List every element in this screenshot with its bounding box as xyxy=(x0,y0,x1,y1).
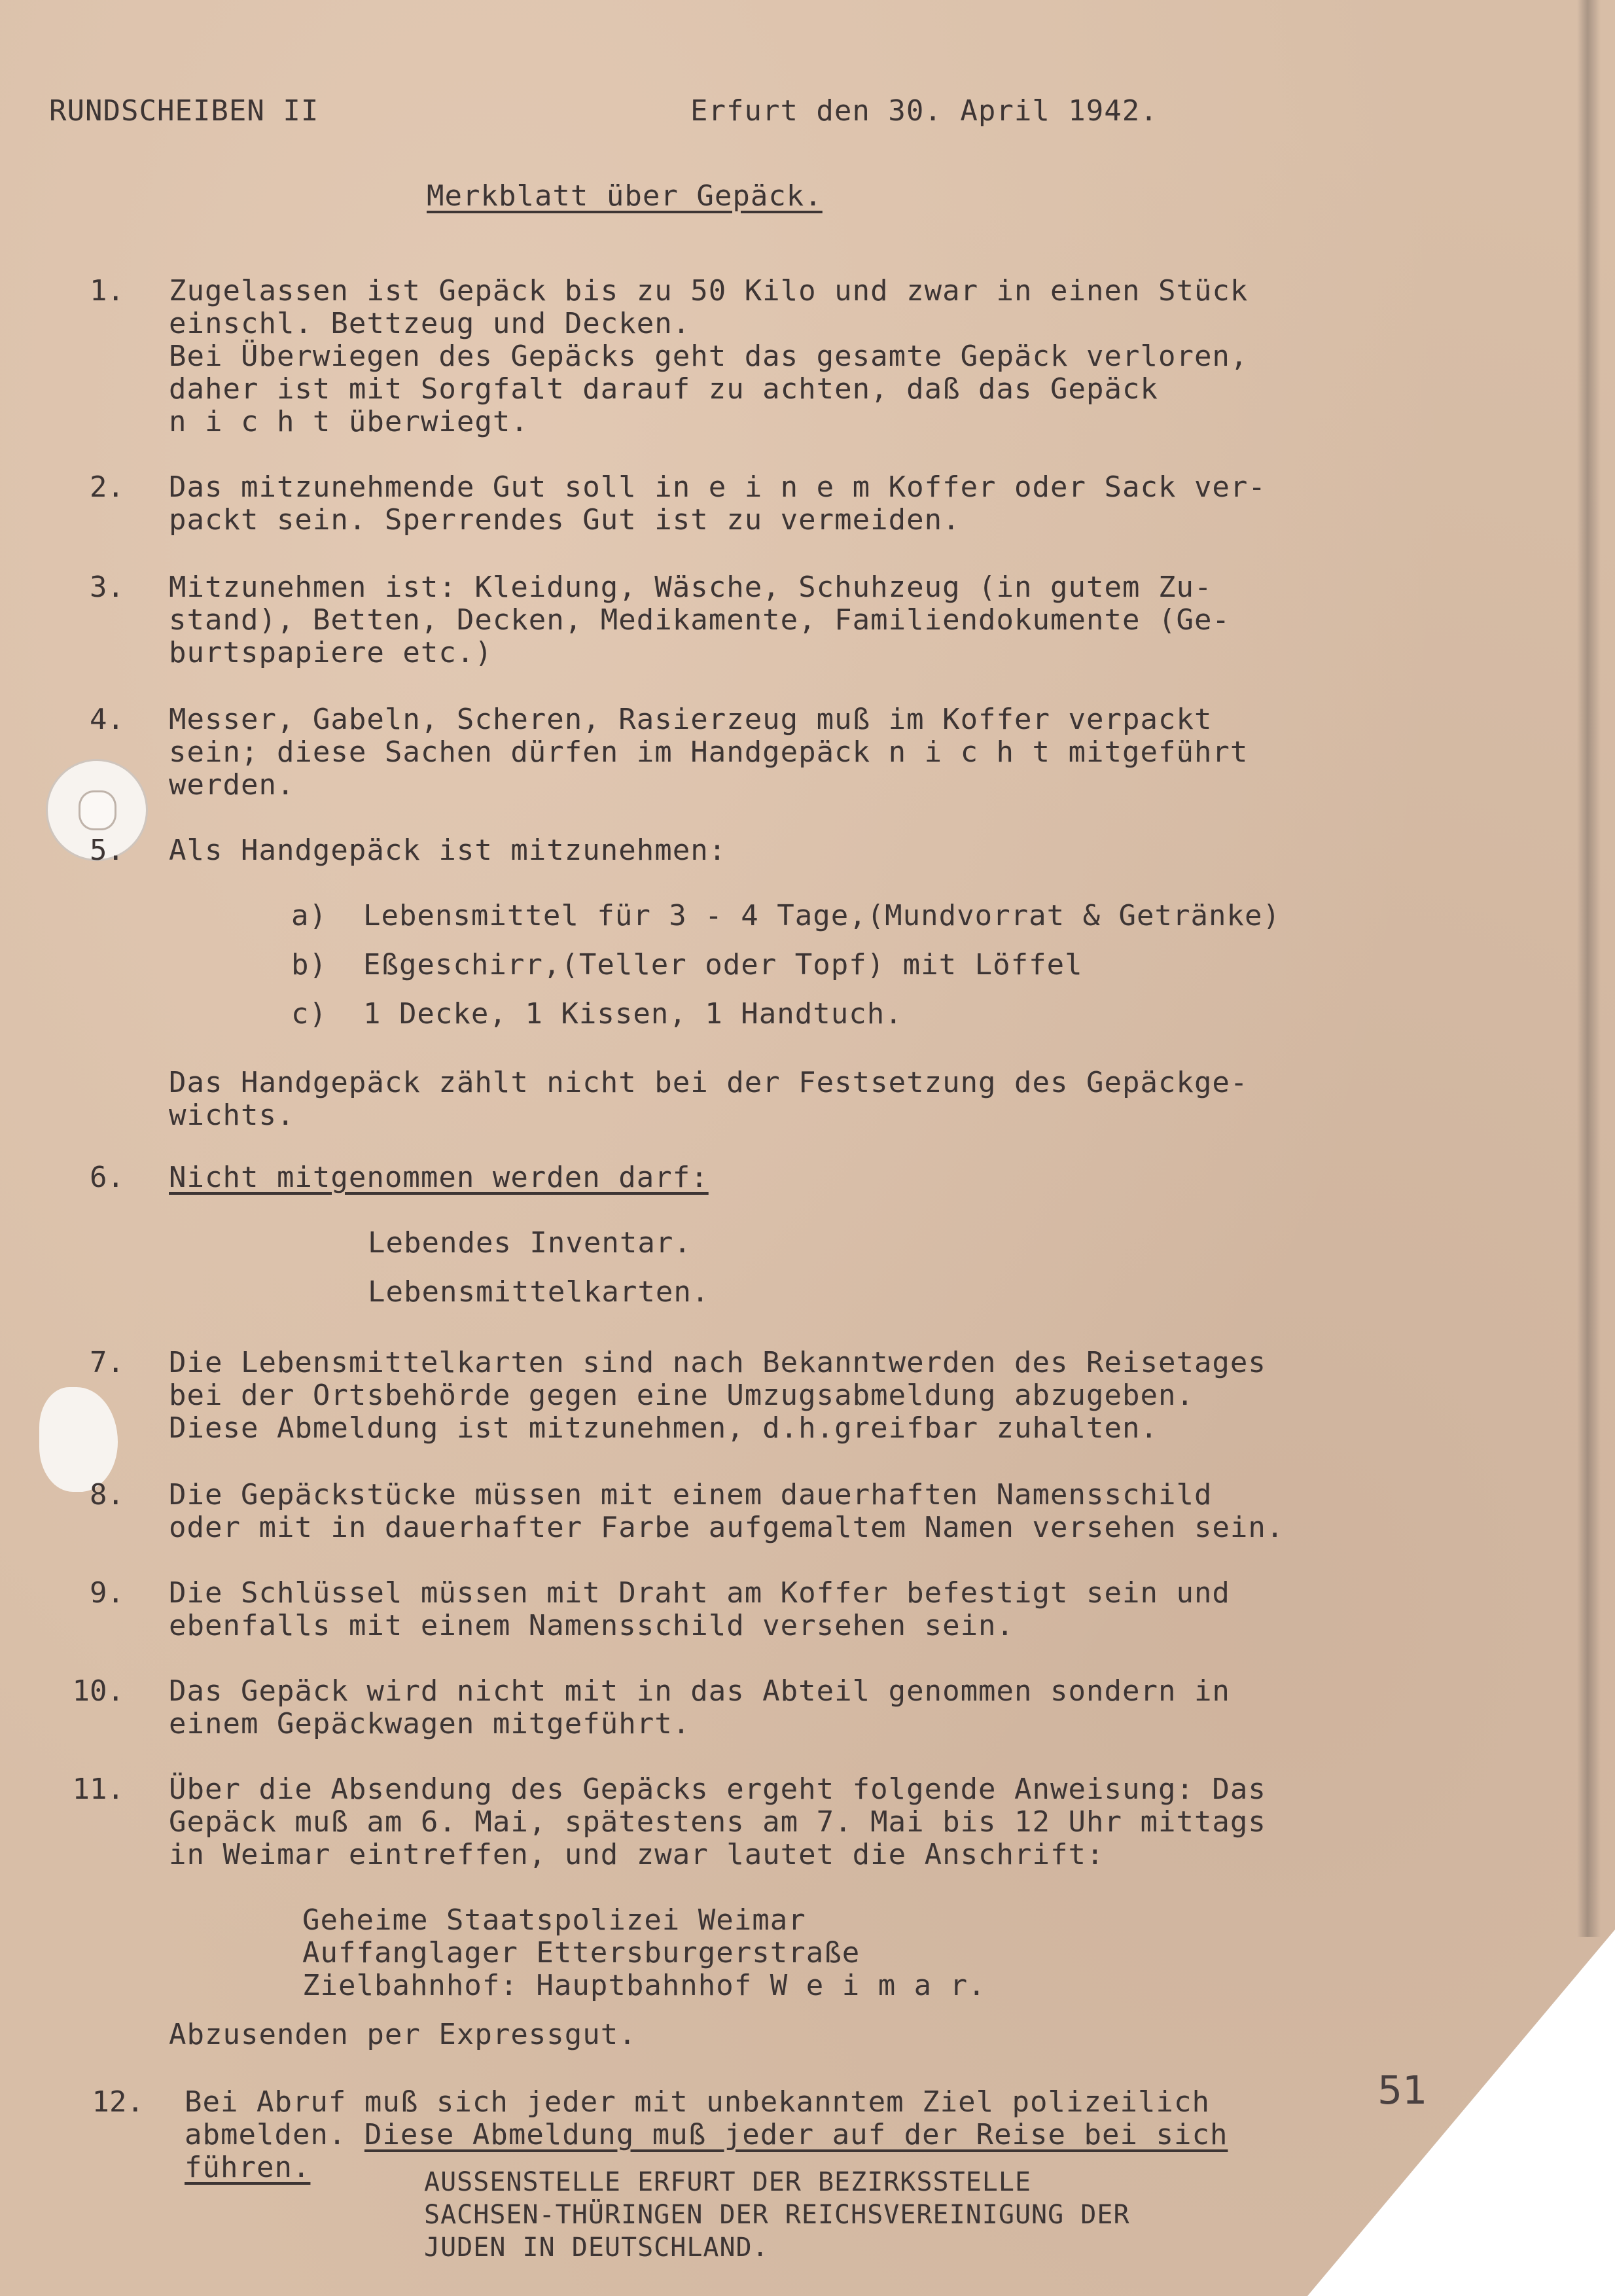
item-7-line: Die Lebensmittelkarten sind nach Bekanntwerden des Reisetages xyxy=(169,1346,1266,1379)
document-title: Merkblatt über Gepäck. xyxy=(427,179,823,213)
item-3-line: Mitzunehmen ist: Kleidung, Wäsche, Schuhzeug (in gutem Zu- xyxy=(169,571,1213,604)
issuer-stamp-line: AUSSENSTELLE ERFURT DER BEZIRKSSTELLE xyxy=(424,2167,1032,2197)
item-1-line: n i c h t überwiegt. xyxy=(169,405,529,438)
item-number: 11. xyxy=(72,1773,124,1806)
item-12-line: führen. xyxy=(185,2151,311,2184)
item-number: 3. xyxy=(90,571,124,604)
item-5-line: Als Handgepäck ist mitzunehmen: xyxy=(169,834,727,867)
item-10-line: einem Gepäckwagen mitgeführt. xyxy=(169,1707,691,1740)
address-line: Auffanglager Ettersburgerstraße xyxy=(302,1936,861,1969)
item-number: 10. xyxy=(72,1674,124,1708)
missing-corner xyxy=(1307,1930,1615,2296)
address-line: Geheime Staatspolizei Weimar xyxy=(302,1903,806,1937)
item-number: 2. xyxy=(90,470,124,504)
item-9-line: Die Schlüssel müssen mit Draht am Koffer befestigt sein und xyxy=(169,1576,1230,1610)
item-5-sub: b) Eßgeschirr,(Teller oder Topf) mit Löffel xyxy=(291,948,1083,981)
item-5-sub: c) 1 Decke, 1 Kissen, 1 Handtuch. xyxy=(291,997,903,1031)
item-2-line: Das mitzunehmende Gut soll in e i n e m Koffer oder Sack ver- xyxy=(169,470,1266,504)
issuer-stamp-line: JUDEN IN DEUTSCHLAND. xyxy=(424,2233,769,2263)
item-number: 5. xyxy=(90,834,124,867)
item-number: 9. xyxy=(90,1576,124,1610)
place-date: Erfurt den 30. April 1942. xyxy=(690,94,1158,128)
page-number: 51 xyxy=(1377,2068,1428,2113)
item-4-line: werden. xyxy=(169,768,295,802)
item-6-sub: Lebensmittelkarten. xyxy=(368,1275,710,1309)
item-3-line: burtspapiere etc.) xyxy=(169,636,493,669)
item-12-underlined: Diese Abmeldung muß jeder auf der Reise bei sich xyxy=(364,2118,1228,2151)
item-8-line: Die Gepäckstücke müssen mit einem dauerhaften Namensschild xyxy=(169,1478,1213,1511)
item-number: 7. xyxy=(90,1346,124,1379)
item-6-heading: Nicht mitgenommen werden darf: xyxy=(169,1161,709,1194)
item-11-line: Gepäck muß am 6. Mai, spätestens am 7. Mai bis 12 Uhr mittags xyxy=(169,1805,1266,1839)
item-11-line: Über die Absendung des Gepäcks ergeht folgende Anweisung: Das xyxy=(169,1773,1266,1806)
item-12-line xyxy=(185,2119,1228,2151)
circular-number: RUNDSCHEIBEN II xyxy=(49,94,319,128)
item-number: 4. xyxy=(90,703,124,736)
item-2-line: packt sein. Sperrendes Gut ist zu vermeiden. xyxy=(169,503,961,537)
item-5-note: wichts. xyxy=(169,1099,295,1132)
item-10-line: Das Gepäck wird nicht mit in das Abteil genommen sondern in xyxy=(169,1674,1230,1708)
scan-shadow-edge xyxy=(1577,0,1601,1937)
item-number: 12. xyxy=(92,2085,144,2119)
item-1-line: Bei Überwiegen des Gepäcks geht das gesamte Gepäck verloren, xyxy=(169,340,1249,373)
item-11-line: in Weimar eintreffen, und zwar lautet die Anschrift: xyxy=(169,1838,1105,1871)
item-5-sub: a) Lebensmittel für 3 - 4 Tage,(Mundvorrat & Getränke) xyxy=(291,899,1281,932)
item-6-sub: Lebendes Inventar. xyxy=(368,1226,692,1260)
item-number: 8. xyxy=(90,1478,124,1511)
item-number: 6. xyxy=(90,1161,124,1194)
item-7-line: Diese Abmeldung ist mitzunehmen, d.h.greifbar zuhalten. xyxy=(169,1411,1158,1445)
item-4-line: sein; diese Sachen dürfen im Handgepäck n i c h t mitgeführt xyxy=(169,735,1249,769)
item-number: 1. xyxy=(90,274,124,308)
punch-hole-reinforcement xyxy=(79,790,116,830)
item-12-plain: abmelden. xyxy=(185,2118,364,2151)
item-1-line: einschl. Bettzeug und Decken. xyxy=(169,307,691,340)
shipping-note: Abzusenden per Expressgut. xyxy=(169,2018,637,2051)
item-9-line: ebenfalls mit einem Namensschild versehen sein. xyxy=(169,1609,1015,1642)
item-3-line: stand), Betten, Decken, Medikamente, Familiendokumente (Ge- xyxy=(169,603,1230,637)
item-1-line: Zugelassen ist Gepäck bis zu 50 Kilo und zwar in einen Stück xyxy=(169,274,1249,308)
item-5-note: Das Handgepäck zählt nicht bei der Festsetzung des Gepäckge- xyxy=(169,1066,1249,1099)
item-8-line: oder mit in dauerhafter Farbe aufgemaltem Namen versehen sein. xyxy=(169,1511,1285,1544)
torn-edge xyxy=(39,1387,118,1492)
item-4-line: Messer, Gabeln, Scheren, Rasierzeug muß im Koffer verpackt xyxy=(169,703,1213,736)
issuer-stamp-line: SACHSEN-THÜRINGEN DER REICHSVEREINIGUNG DER xyxy=(424,2200,1130,2230)
item-12-line: Bei Abruf muß sich jeder mit unbekanntem Ziel polizeilich xyxy=(185,2085,1210,2119)
address-line: Zielbahnhof: Hauptbahnhof W e i m a r. xyxy=(302,1969,986,2002)
item-1-line: daher ist mit Sorgfalt darauf zu achten, daß das Gepäck xyxy=(169,372,1158,406)
item-7-line: bei der Ortsbehörde gegen eine Umzugsabmeldung abzugeben. xyxy=(169,1379,1194,1412)
